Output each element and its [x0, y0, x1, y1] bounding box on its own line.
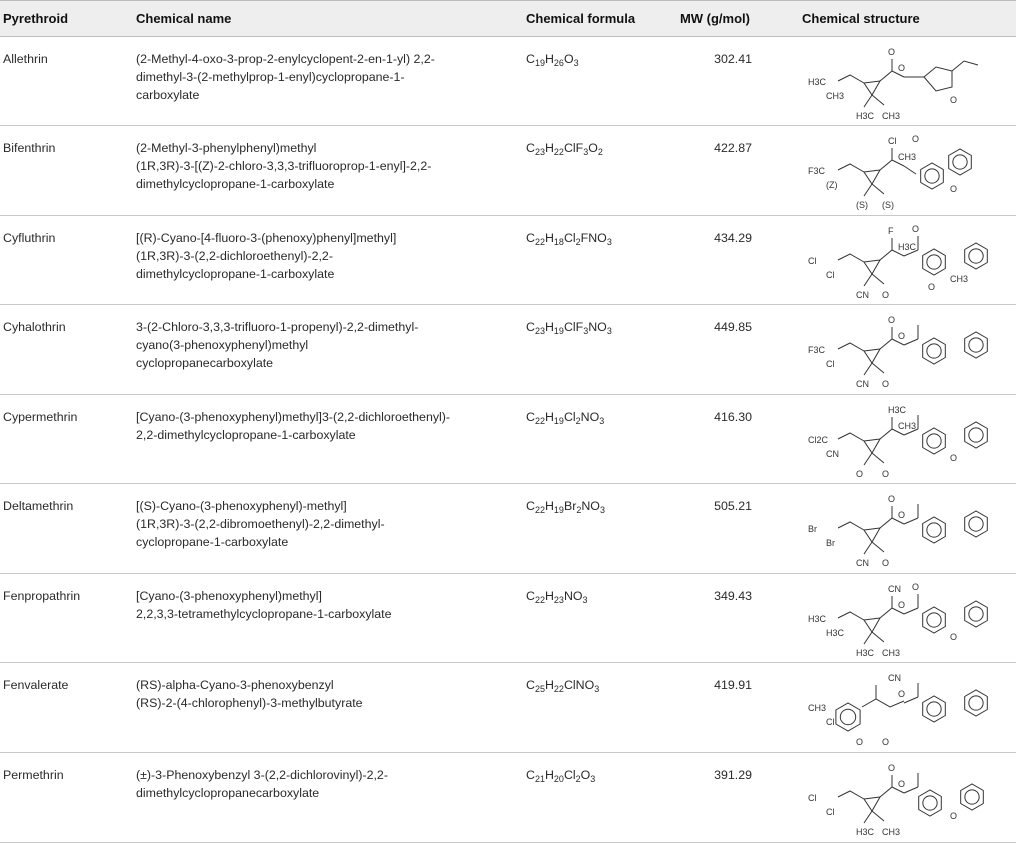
benzene-ring [923, 696, 946, 722]
chemical-structure [772, 126, 1016, 215]
chemical-name [136, 574, 526, 662]
formula-element: NO [588, 320, 607, 334]
methyl-bond [864, 184, 872, 196]
methyl-bond [872, 632, 884, 642]
chemical-name-line: 2,2-dimethylcyclopropane-1-carboxylate [136, 428, 356, 442]
atom-label: O [888, 315, 896, 325]
atom-label: O [898, 600, 906, 610]
atom-label: CH3 [882, 827, 901, 837]
vinyl-bond [838, 164, 864, 172]
formula-subscript: 3 [599, 416, 605, 426]
header-chemical-formula: Chemical formula [526, 11, 636, 26]
atom-label: O [888, 763, 896, 773]
structure-diagram [802, 578, 998, 660]
chemical-name-line: 3-(2-Chloro-3,3,3-trifluoro-1-propenyl)-2,2-dimethyl- [136, 320, 419, 334]
formula-element: ClF [563, 141, 584, 155]
header-pyrethroid: Pyrethroid [3, 11, 69, 26]
vinyl-bond [838, 612, 864, 620]
aromatic-circle [969, 517, 983, 531]
chemical-name-line: (2-Methyl-3-phenylphenyl)methyl [136, 141, 317, 155]
structure-diagram [802, 667, 998, 749]
atom-label: F [888, 226, 894, 236]
atom-label: O [856, 469, 864, 479]
atom-label: CN [888, 584, 901, 594]
formula-subscript: 3 [573, 58, 579, 68]
pyrethroid-name: Bifenthrin [3, 141, 56, 155]
benzene-ring [923, 607, 946, 633]
vinyl-bond [838, 522, 864, 530]
aromatic-circle [927, 255, 941, 269]
formula-subscript: 3 [590, 774, 596, 784]
pyrethroid-name: Deltamethrin [3, 499, 74, 513]
methyl-bond [864, 453, 872, 465]
molecular-weight: 349.43 [714, 589, 752, 603]
atom-label: O [856, 737, 864, 747]
chemical-name-line: dimethylcyclopropanecarboxylate [136, 786, 320, 800]
formula-element: H [544, 589, 554, 603]
chemical-name [136, 753, 526, 842]
aromatic-circle [969, 607, 983, 621]
structure-diagram [802, 309, 998, 391]
chemical-formula [526, 663, 668, 752]
cyclopropane-ring [864, 81, 880, 95]
atom-label: (S) [882, 200, 894, 210]
formula-subscript: 2 [575, 416, 581, 426]
atom-label: O [882, 737, 890, 747]
formula-element: H [544, 320, 554, 334]
methyl-bond [872, 95, 884, 105]
atom-label: CN [856, 558, 869, 568]
atom-label: CH3 [898, 152, 917, 162]
vinyl-bond [838, 433, 864, 441]
chemical-name [136, 305, 526, 394]
chemical-name [136, 126, 526, 215]
atom-label: H3C [888, 405, 907, 415]
formula-element: H [544, 678, 554, 692]
benzene-ring [965, 243, 988, 269]
chemical-name [136, 216, 526, 304]
atom-label: O [888, 494, 896, 504]
molecular-weight: 505.21 [714, 499, 752, 513]
chemical-name-line: cyclopropanecarboxylate [136, 356, 274, 370]
ester-bond [904, 608, 918, 614]
aromatic-circle [927, 613, 941, 627]
chemical-formula [526, 395, 668, 483]
cyclopropane-ring [864, 170, 880, 184]
chemical-name-line: [Cyano-(3-phenoxyphenyl)methyl] [136, 589, 322, 603]
aromatic-circle [953, 155, 967, 169]
atom-label: H3C [808, 614, 827, 624]
formula-element: C [526, 320, 535, 334]
backbone-bond [862, 699, 904, 707]
atom-label: O [950, 95, 958, 105]
structure-diagram [802, 488, 998, 570]
table-row [0, 395, 1016, 484]
atom-label: CH3 [826, 91, 845, 101]
atom-label: CN [888, 673, 901, 683]
formula-subscript: 2 [576, 505, 582, 515]
atom-label: O [898, 779, 906, 789]
molecular-weight: 416.30 [714, 410, 752, 424]
atom-label: CH3 [898, 421, 917, 431]
molecular-weight: 449.85 [714, 320, 752, 334]
table-row [0, 753, 1016, 843]
table-row [0, 37, 1016, 126]
formula-subscript: 18 [553, 237, 564, 247]
structure-diagram [802, 757, 998, 839]
atom-label: O [912, 134, 920, 144]
formula-element: NO [563, 589, 583, 603]
chemical-name-line: (1R,3R)-3-(2,2-dichloroethenyl)-2,2- [136, 249, 333, 263]
atom-label: Cl [888, 136, 897, 146]
methyl-bond [872, 184, 884, 194]
benzene-ring [923, 428, 946, 454]
benzene-ring [923, 249, 946, 275]
cyclopropane-ring [864, 528, 880, 542]
atom-label: O [882, 469, 890, 479]
chemical-structure [772, 216, 1016, 304]
pyrethroid-name: Cyfluthrin [3, 231, 56, 245]
chemical-formula [526, 305, 668, 394]
atom-label: O [898, 63, 906, 73]
header-chemical-structure: Chemical structure [802, 11, 920, 26]
formula-element: O [580, 768, 591, 782]
ester-bond [904, 787, 918, 793]
formula-subscript: 22 [553, 147, 564, 157]
chemical-name-line: cyclopropane-1-carboxylate [136, 535, 289, 549]
atom-label: (Z) [826, 180, 838, 190]
aromatic-circle [927, 344, 941, 358]
chemical-formula [526, 574, 668, 662]
table-header-row [0, 0, 1016, 37]
formula-subscript: 2 [575, 774, 581, 784]
formula-element: ClNO [563, 678, 595, 692]
cyclopentenone-ring [924, 67, 952, 91]
structure-diagram [802, 130, 998, 212]
table-row [0, 574, 1016, 663]
vinyl-bond [838, 343, 864, 351]
structure-diagram [802, 399, 998, 481]
atom-label: H3C [898, 242, 917, 252]
methyl-bond [864, 363, 872, 375]
formula-element: NO [580, 410, 600, 424]
atom-label: O [950, 632, 958, 642]
benzene-ring [919, 790, 942, 816]
methyl-bond [872, 811, 884, 821]
header-mw: MW (g/mol) [679, 11, 750, 26]
formula-element: Cl [563, 768, 576, 782]
chemical-name-line: (1R,3R)-3-(2,2-dibromoethenyl)-2,2-dimethyl- [136, 517, 385, 531]
atom-label: O [928, 282, 936, 292]
chemical-name [136, 484, 526, 573]
formula-element: H [544, 52, 554, 66]
atom-label: O [882, 379, 890, 389]
chemical-name-line: (RS)-2-(4-chlorophenyl)-3-methylbutyrate [136, 696, 363, 710]
pyrethroid-name: Allethrin [3, 52, 48, 66]
molecular-weight: 391.29 [714, 768, 752, 782]
formula-element: C [526, 141, 535, 155]
chemical-name-line: dimethylcyclopropane-1-carboxylate [136, 267, 335, 281]
formula-element: C [526, 678, 535, 692]
ester-bond [904, 339, 918, 345]
aromatic-circle [965, 790, 979, 804]
formula-subscript: 22 [534, 416, 545, 426]
formula-element: ClF [563, 320, 584, 334]
chemical-name [136, 37, 526, 125]
formula-subscript: 23 [553, 595, 564, 605]
formula-subscript: 19 [553, 326, 564, 336]
cyclopropane-ring [864, 797, 880, 811]
formula-subscript: 19 [534, 58, 545, 68]
chemical-name-line: dimethylcyclopropane-1-carboxylate [136, 177, 335, 191]
atom-label: H3C [856, 827, 875, 837]
formula-subscript: 23 [534, 147, 545, 157]
chemical-name-line: (RS)-alpha-Cyano-3-phenoxybenzyl [136, 678, 334, 692]
methyl-bond [864, 632, 872, 644]
formula-element: H [544, 410, 554, 424]
formula-subscript: 3 [594, 684, 600, 694]
benzene-ring [961, 784, 984, 810]
vinyl-bond [838, 254, 864, 262]
formula-element: NO [581, 499, 600, 513]
methyl-bond [864, 274, 872, 286]
formula-subscript: 3 [583, 147, 589, 157]
methyl-bond [872, 453, 884, 463]
atom-label: O [882, 290, 890, 300]
formula-subscript: 23 [534, 326, 545, 336]
atom-label: Cl2C [808, 435, 829, 445]
atom-label: CN [856, 379, 869, 389]
chemical-structure [772, 484, 1016, 573]
benzene-ring [965, 422, 988, 448]
chemical-structure [772, 37, 1016, 125]
atom-label: CH3 [950, 274, 969, 284]
atom-label: H3C [808, 77, 827, 87]
formula-subscript: 20 [553, 774, 564, 784]
table-row [0, 484, 1016, 574]
benzene-ring [949, 149, 972, 175]
benzene-ring [921, 163, 944, 189]
formula-element: Cl [563, 410, 576, 424]
chemical-structure [772, 395, 1016, 483]
atom-label: O [898, 689, 906, 699]
formula-element: H [544, 499, 554, 513]
aromatic-circle [927, 523, 941, 537]
benzene-ring [965, 511, 988, 537]
atom-label: Cl [808, 256, 817, 266]
benzene-ring [923, 517, 946, 543]
chemical-name-line: carboxylate [136, 88, 200, 102]
atom-label: O [912, 224, 920, 234]
structure-diagram [802, 220, 998, 302]
atom-label: Br [826, 538, 835, 548]
chemical-formula [526, 37, 668, 125]
formula-element: C [526, 52, 535, 66]
ester-bond [904, 166, 916, 174]
formula-element: C [526, 231, 535, 245]
formula-subscript: 22 [534, 505, 545, 515]
methyl-bond [864, 811, 872, 823]
chemical-name-line: 2,2,3,3-tetramethylcyclopropane-1-carboxylate [136, 607, 392, 621]
benzene-ring [965, 332, 988, 358]
formula-element: O [563, 52, 574, 66]
chemical-name-line: cyano(3-phenoxyphenyl)methyl [136, 338, 309, 352]
aromatic-circle [969, 696, 983, 710]
atom-label: Cl [826, 359, 835, 369]
formula-subscript: 3 [582, 595, 588, 605]
cyclopropane-ring [864, 349, 880, 363]
formula-element: C [526, 499, 535, 513]
formula-subscript: 3 [606, 326, 612, 336]
atom-label: CN [856, 290, 869, 300]
atom-label: CN [826, 449, 839, 459]
aromatic-circle [923, 796, 937, 810]
chemical-formula [526, 126, 668, 215]
formula-element: H [544, 768, 554, 782]
formula-subscript: 22 [534, 595, 545, 605]
formula-subscript: 25 [534, 684, 545, 694]
table-row [0, 305, 1016, 395]
atom-label: O [898, 331, 906, 341]
atom-label: CH3 [882, 111, 901, 121]
aromatic-circle [969, 338, 983, 352]
formula-element: O [588, 141, 598, 155]
table-row [0, 663, 1016, 753]
chemical-name-line: [(R)-Cyano-[4-fluoro-3-(phenoxy)phenyl]methyl] [136, 231, 397, 245]
formula-element: Br [563, 499, 577, 513]
formula-subscript: 2 [597, 147, 603, 157]
chemical-name-line: dimethyl-3-(2-methylprop-1-enyl)cyclopropane-1- [136, 70, 405, 84]
formula-subscript: 2 [575, 237, 581, 247]
formula-element: C [526, 768, 535, 782]
atom-label: Cl [826, 807, 835, 817]
allyl-bond [952, 61, 978, 71]
atom-label: (S) [856, 200, 868, 210]
atom-label: F3C [808, 166, 826, 176]
atom-label: O [912, 582, 920, 592]
table-row [0, 216, 1016, 305]
chemical-name-line: [Cyano-(3-phenoxyphenyl)methyl]3-(2,2-dichloroethenyl)- [136, 410, 451, 424]
molecular-weight: 422.87 [714, 141, 752, 155]
formula-subscript: 19 [553, 505, 564, 515]
atom-label: O [950, 184, 958, 194]
formula-element: H [544, 141, 554, 155]
pyrethroid-name: Cypermethrin [3, 410, 78, 424]
methyl-bond [864, 95, 872, 107]
atom-label: H3C [856, 111, 875, 121]
benzene-ring [965, 690, 988, 716]
methyl-bond [872, 542, 884, 552]
chemical-formula [526, 753, 668, 842]
formula-element: H [544, 231, 554, 245]
benzene-ring [965, 601, 988, 627]
pyrethroid-name: Permethrin [3, 768, 64, 782]
chemical-name-line: [(S)-Cyano-(3-phenoxyphenyl)-methyl] [136, 499, 347, 513]
formula-subscript: 21 [534, 774, 545, 784]
cyclopropane-ring [864, 260, 880, 274]
atom-label: Cl [826, 270, 835, 280]
atom-label: O [882, 558, 890, 568]
chemical-name-line: (2-Methyl-4-oxo-3-prop-2-enylcyclopent-2-en-1-yl) 2,2- [136, 52, 435, 66]
formula-subscript: 22 [534, 237, 545, 247]
chemical-structure [772, 753, 1016, 842]
atom-label: O [888, 47, 896, 57]
ester-bond [904, 697, 918, 703]
formula-subscript: 3 [583, 326, 589, 336]
cyclopropane-ring [864, 618, 880, 632]
atom-label: CH3 [808, 703, 827, 713]
formula-element: C [526, 410, 535, 424]
atom-label: O [950, 811, 958, 821]
formula-subscript: 19 [553, 416, 564, 426]
atom-label: O [898, 510, 906, 520]
chemical-name-line: (±)-3-Phenoxybenzyl 3-(2,2-dichlorovinyl)-2,2- [136, 768, 388, 782]
aromatic-circle [840, 709, 855, 724]
formula-subscript: 26 [553, 58, 564, 68]
atom-label: H3C [856, 648, 875, 658]
formula-element: Cl [563, 231, 576, 245]
atom-label: Cl [826, 717, 835, 727]
ester-bond [904, 518, 918, 524]
pyrethroid-name: Fenpropathrin [3, 589, 81, 603]
chemical-name-line: (1R,3R)-3-[(Z)-2-chloro-3,3,3-trifluoroprop-1-enyl]-2,2- [136, 159, 432, 173]
chemical-formula [526, 216, 668, 304]
methyl-bond [872, 274, 884, 284]
vinyl-bond [838, 75, 864, 83]
table-body [0, 37, 1016, 843]
aromatic-circle [969, 428, 983, 442]
aromatic-circle [927, 702, 941, 716]
structure-diagram [802, 41, 998, 123]
chemical-name [136, 663, 526, 752]
aromatic-circle [925, 169, 939, 183]
aromatic-circle [927, 434, 941, 448]
chemical-formula [526, 484, 668, 573]
chemical-name [136, 395, 526, 483]
atom-label: Br [808, 524, 817, 534]
molecular-weight: 302.41 [714, 52, 752, 66]
table-row [0, 126, 1016, 216]
header-chemical-name: Chemical name [136, 11, 232, 26]
cyclopropane-ring [864, 439, 880, 453]
chemical-structure [772, 574, 1016, 662]
benzene-ring [836, 703, 860, 731]
chemical-structure [772, 305, 1016, 394]
atom-label: Cl [808, 793, 817, 803]
atom-label: CH3 [882, 648, 901, 658]
pyrethroid-name: Fenvalerate [3, 678, 69, 692]
atom-label: F3C [808, 345, 826, 355]
methyl-bond [864, 542, 872, 554]
chemical-structure [772, 663, 1016, 752]
vinyl-bond [838, 791, 864, 799]
molecular-weight: 434.29 [714, 231, 752, 245]
atom-label: H3C [826, 628, 845, 638]
formula-subscript: 22 [553, 684, 564, 694]
molecular-weight: 419.91 [714, 678, 752, 692]
methyl-bond [872, 363, 884, 373]
aromatic-circle [969, 249, 983, 263]
pyrethroid-name: Cyhalothrin [3, 320, 66, 334]
formula-element: FNO [580, 231, 607, 245]
formula-subscript: 3 [606, 237, 612, 247]
benzene-ring [923, 338, 946, 364]
formula-element: C [526, 589, 535, 603]
formula-subscript: 3 [599, 505, 605, 515]
atom-label: O [950, 453, 958, 463]
